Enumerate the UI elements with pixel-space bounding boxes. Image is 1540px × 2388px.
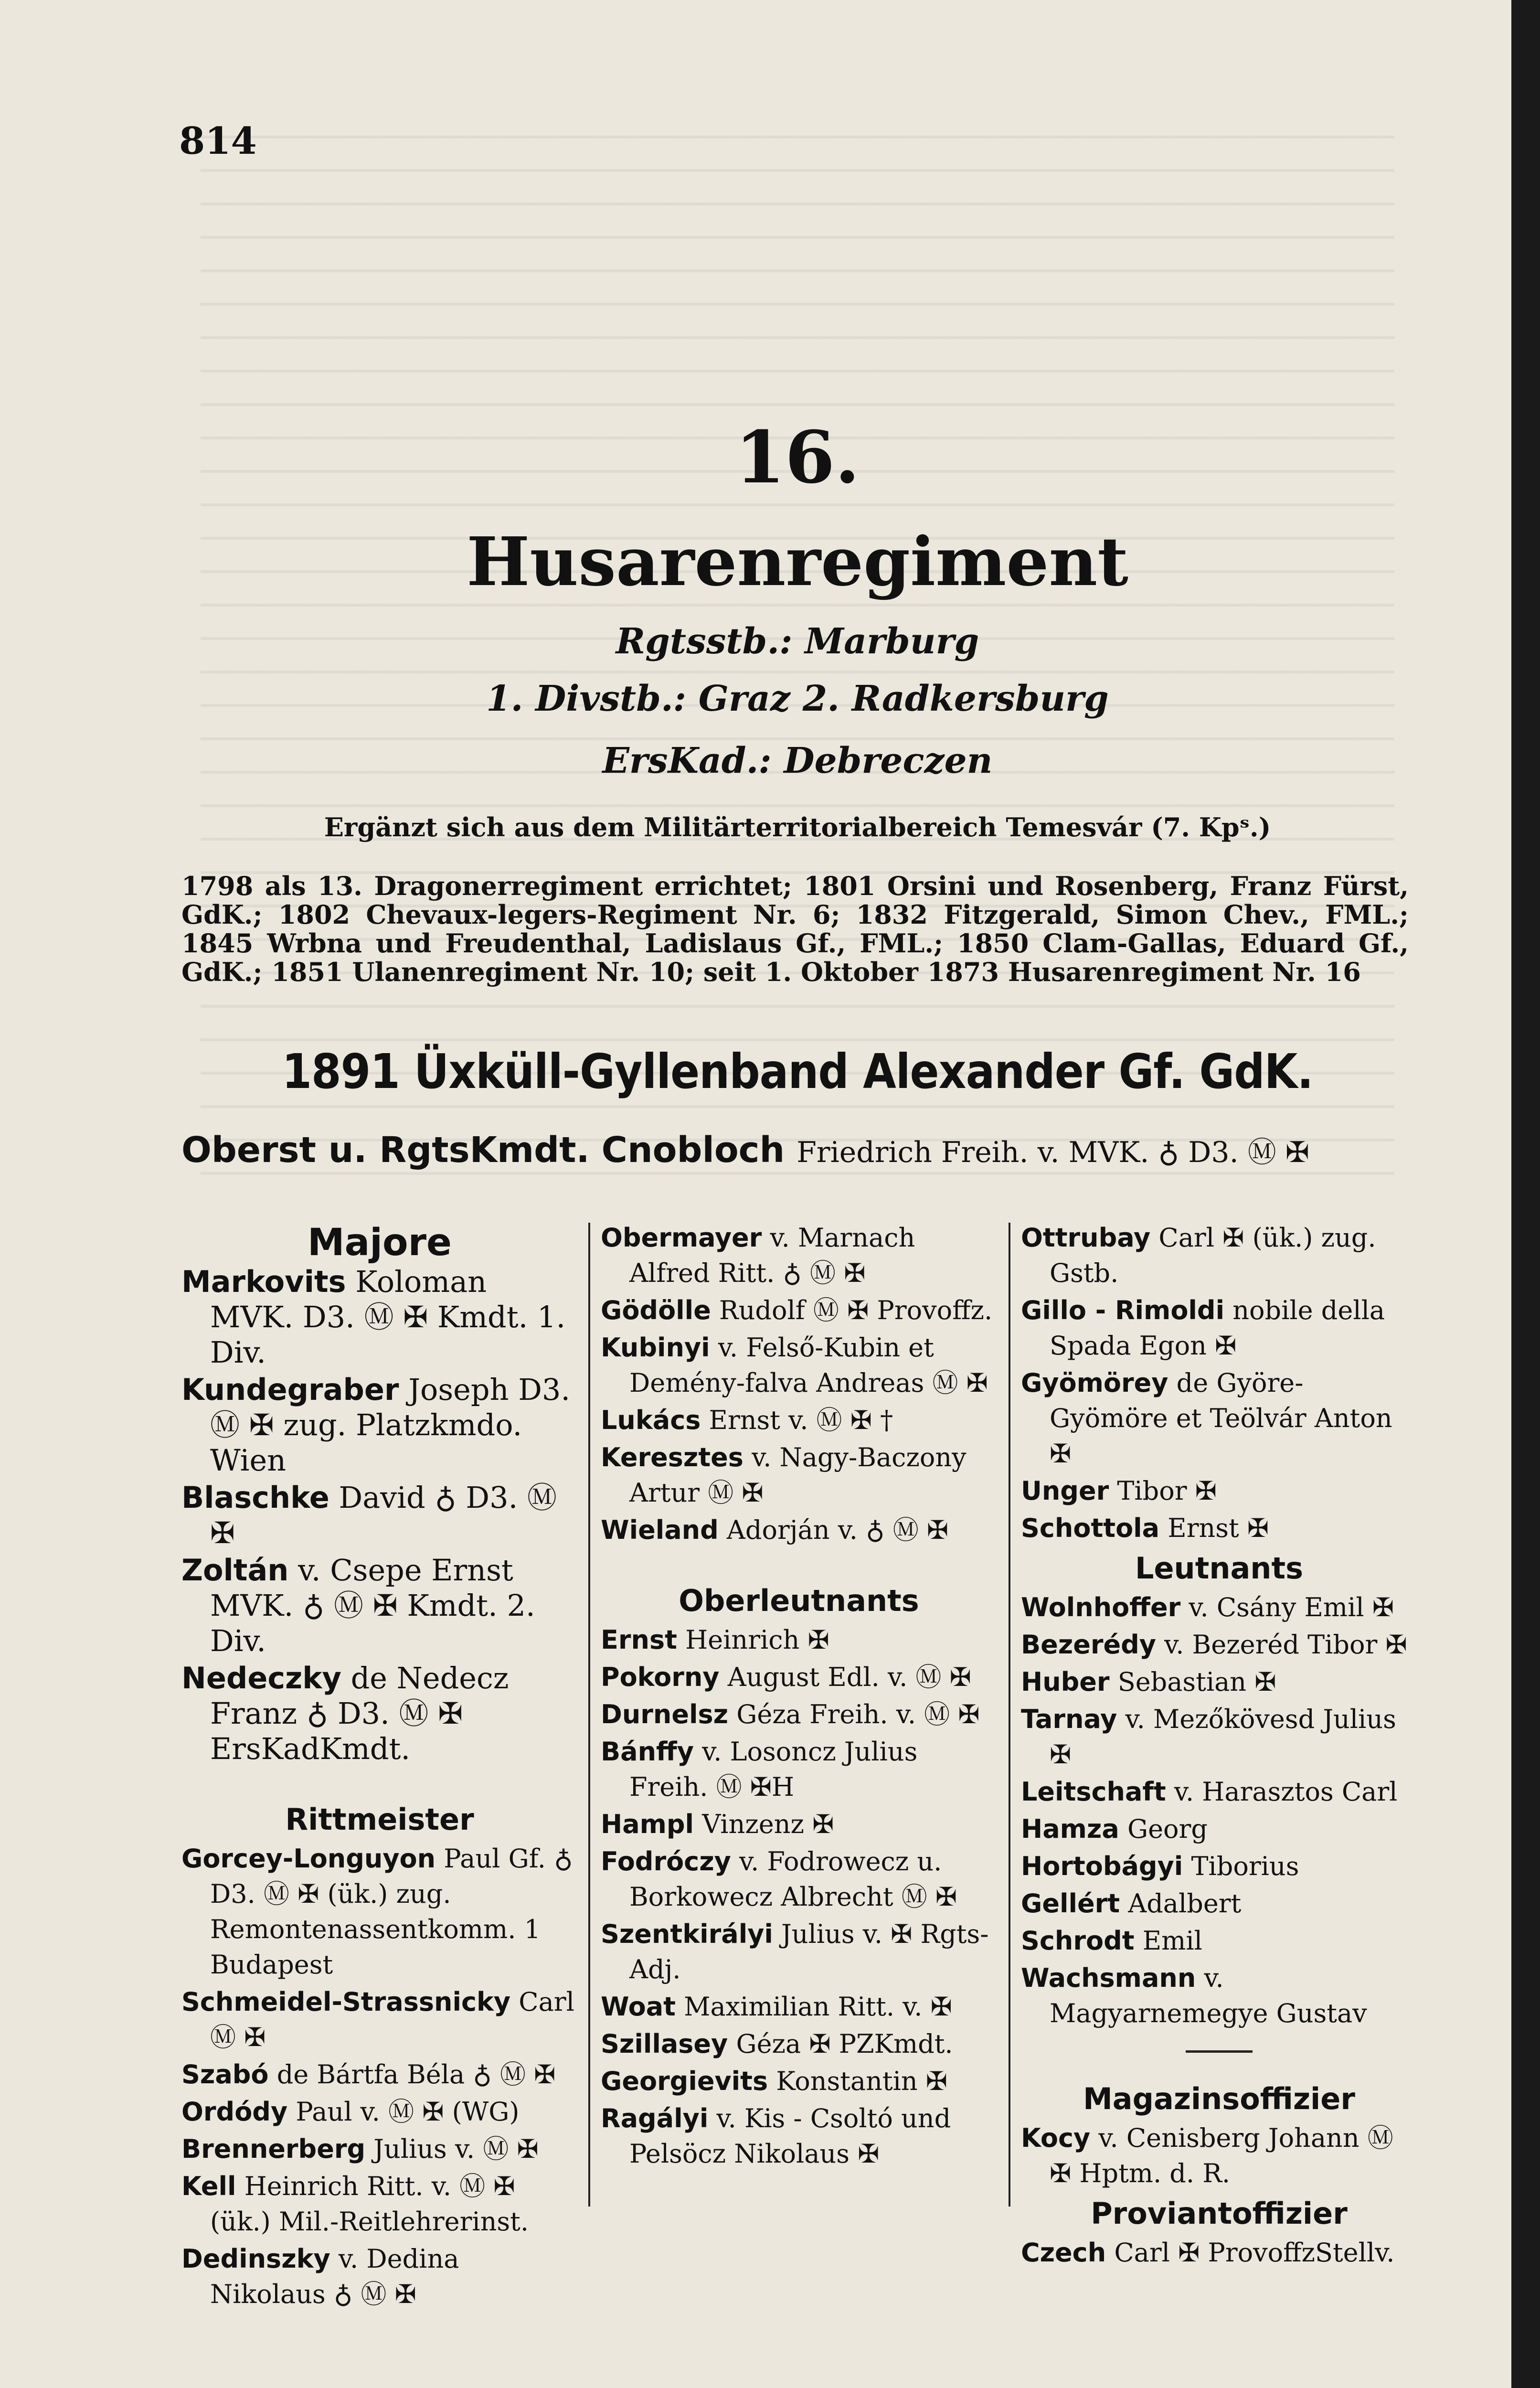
list-item: Bezerédy v. Bezeréd Tibor ✠ <box>1021 1630 1407 1660</box>
list-item: Bánffy v. Losoncz Julius Freih. Ⓜ ✠H <box>601 1737 918 1802</box>
list-item: Gillo - Rimoldi nobile della Spada Egon ✠ <box>1021 1295 1385 1361</box>
regiment-number: 16. <box>735 416 860 500</box>
list-item: Woat Maximilian Ritt. v. ✠ <box>601 1992 952 2022</box>
section-heading-oberleutnants: Oberleutnants <box>679 1583 919 1618</box>
column-divider <box>588 1223 590 2207</box>
list-item: Schrodt Emil <box>1021 1926 1202 1956</box>
commander-line <box>181 1130 1309 1171</box>
commander-label: Oberst u. RgtsKmdt. <box>181 1130 590 1171</box>
list-item: Ragályi v. Kis - Csoltó und Pelsöcz Nikolaus ✠ <box>601 2103 951 2169</box>
list-item: Czech Carl ✠ ProvoffzStellv. <box>1021 2238 1395 2268</box>
list-item: Kocy v. Cenisberg Johann Ⓜ ✠ Hptm. d. R. <box>1021 2123 1393 2188</box>
list-item: Huber Sebastian ✠ <box>1021 1667 1276 1697</box>
division-staff: 1. Divstb.: Graz 2. Radkersburg <box>486 678 1109 719</box>
list-item: Leitschaft v. Harasztos Carl <box>1021 1777 1398 1807</box>
list-item: Hampl Vinzenz ✠ <box>601 1809 834 1839</box>
list-item: Lukács Ernst v. Ⓜ ✠ † <box>601 1405 893 1435</box>
section-heading-leutnants: Leutnants <box>1135 1551 1303 1586</box>
section-heading-rittmeister: Rittmeister <box>285 1802 474 1837</box>
list-item: Blaschke David ♁ D3. Ⓜ ✠ <box>181 1480 557 1550</box>
list-item: Dedinszky v. Dedina Nikolaus ♁ Ⓜ ✠ <box>181 2244 459 2309</box>
page-number: 814 <box>179 119 257 163</box>
list-item: Markovits Koloman MVK. D3. Ⓜ ✠ Kmdt. 1. Div. <box>181 1264 566 1370</box>
list-item: Schottola Ernst ✠ <box>1021 1513 1269 1543</box>
list-item: Zoltán v. Csepe Ernst MVK. ♁ Ⓜ ✠ Kmdt. 2. Div. <box>181 1553 535 1658</box>
list-item: Gellért Adalbert <box>1021 1888 1242 1919</box>
section-heading-majore: Majore <box>308 1221 452 1264</box>
list-item: Gyömörey de Györe-Gyömöre et Teölvár Anton ✠ <box>1021 1368 1392 1469</box>
list-item: Nedeczky de Nedecz Franz ♁ D3. Ⓜ ✠ ErsKadKmdt. <box>181 1661 509 1766</box>
list-item: Hortobágyi Tiborius <box>1021 1851 1299 1881</box>
regiment-title: Husarenregiment <box>467 523 1128 601</box>
list-item: Kell Heinrich Ritt. v. Ⓜ ✠ (ük.) Mil.-Reitlehrerinst. <box>181 2171 529 2237</box>
commander-name: Cnobloch <box>601 1130 785 1171</box>
list-item: Szabó de Bártfa Béla ♁ Ⓜ ✠ <box>181 2059 556 2090</box>
scan-edge <box>1511 0 1540 2388</box>
list-item: Ordódy Paul v. Ⓜ ✠ (WG) <box>181 2097 520 2127</box>
section-divider <box>1186 2050 1253 2053</box>
list-item: Hamza Georg <box>1021 1814 1208 1844</box>
section-heading-proviantoffizier: Proviantoffizier <box>1091 2196 1348 2231</box>
list-item: Unger Tibor ✠ <box>1021 1476 1217 1506</box>
column-divider <box>1009 1223 1010 2207</box>
list-item: Pokorny August Edl. v. Ⓜ ✠ <box>601 1662 971 1692</box>
list-item: Durnelsz Géza Freih. v. Ⓜ ✠ <box>601 1699 980 1729</box>
list-item: Kundegraber Joseph D3. Ⓜ ✠ zug. Platzkmdo. Wien <box>181 1372 571 1478</box>
list-item: Szentkirályi Julius v. ✠ Rgts-Adj. <box>601 1919 989 1984</box>
regiment-staff: Rgtsstb.: Marburg <box>616 621 979 662</box>
list-item: Ernst Heinrich ✠ <box>601 1625 829 1655</box>
column-middle <box>601 1220 997 2174</box>
list-item: Schmeidel-Strassnicky Carl Ⓜ ✠ <box>181 1987 574 2052</box>
list-item: Gödölle Rudolf Ⓜ ✠ Provoffz. <box>601 1295 993 1325</box>
recruitment-note: Ergänzt sich aus dem Militärterritorialbereich Temesvár (7. Kpˢ.) <box>324 812 1271 842</box>
list-item: Georgievits Konstantin ✠ <box>601 2066 948 2096</box>
list-item: Fodróczy v. Fodrowecz u. Borkowecz Albrecht Ⓜ ✠ <box>601 1846 957 1912</box>
list-item: Brennerberg Julius v. Ⓜ ✠ <box>181 2134 539 2164</box>
list-item: Ottrubay Carl ✠ (ük.) zug. Gstb. <box>1021 1223 1376 1288</box>
list-item: Wachsmann v. Magyarnemegye Gustav <box>1021 1963 1367 2028</box>
column-right <box>1021 1220 1417 2272</box>
list-item: Szillasey Géza ✠ PZKmdt. <box>601 2029 953 2059</box>
list-item: Obermayer v. Marnach Alfred Ritt. ♁ Ⓜ ✠ <box>601 1223 915 1288</box>
list-item: Wolnhoffer v. Csány Emil ✠ <box>1021 1592 1394 1622</box>
section-heading-magazinsoffizier: Magazinsoffizier <box>1083 2081 1355 2116</box>
list-item: Wieland Adorján v. ♁ Ⓜ ✠ <box>601 1515 949 1545</box>
commander-details: Friedrich Freih. v. MVK. ♁ D3. Ⓜ ✠ <box>797 1136 1310 1169</box>
list-item: Tarnay v. Mezőkövesd Julius ✠ <box>1021 1704 1396 1770</box>
list-item: Gorcey-Longuyon Paul Gf. ♁ D3. Ⓜ ✠ (ük.) zug. Remontenassentkomm. 1 Budapest <box>181 1844 573 1980</box>
list-item: Keresztes v. Nagy-Baczony Artur Ⓜ ✠ <box>601 1442 966 1508</box>
regiment-owner: 1891 Üxküll-Gyllenband Alexander Gf. GdK. <box>282 1044 1313 1099</box>
reserve-cadre: ErsKad.: Debreczen <box>602 740 993 781</box>
column-left <box>181 1220 578 2314</box>
list-item: Kubinyi v. Felső-Kubin et Demény-falva Andreas Ⓜ ✠ <box>601 1333 988 1398</box>
regiment-history: 1798 als 13. Dragonerregiment errichtet; 1801 Orsini und Rosenberg, Franz Fürst, GdK.; 1802 Chevaux-legers-Regiment Nr. 6; 1832 Fitzgerald, Simon Chev., FML.; 1845 Wrbna und Freudenthal, Ladislaus Gf., FML.; 1850 Clam-Gallas, Eduard Gf., GdK.; 1851 Ulanenregiment Nr. 10; seit 1. Oktober 1873 Husarenregiment Nr. 16 <box>181 871 1409 987</box>
